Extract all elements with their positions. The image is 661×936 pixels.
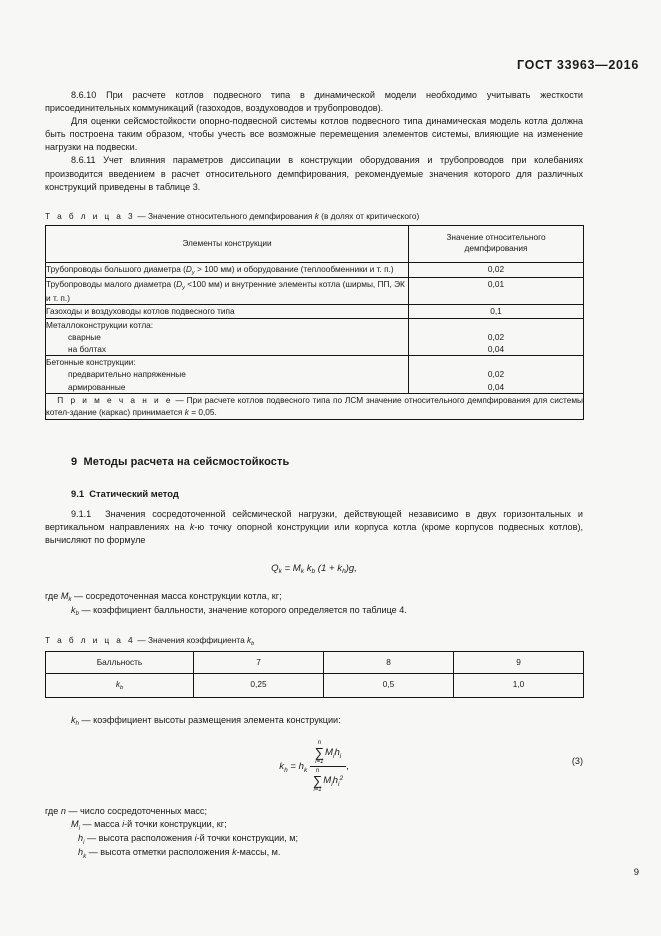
- formula-3-block: [45, 740, 583, 793]
- definition-hk: $h_k$ — высота отметки расположения k-массы, м.: [78, 847, 281, 860]
- table-3-damping-values: [45, 225, 584, 420]
- formula-3-number: (3): [571, 756, 583, 767]
- table3-row5-values: [409, 356, 584, 394]
- formula-3-fraction: [310, 740, 346, 793]
- table3-row4-title: Металлоконструкции котла:: [46, 319, 154, 330]
- section-9-1-heading: [45, 488, 583, 499]
- table4-value-9: 1,0: [454, 674, 584, 698]
- formula-3-definitions: [45, 805, 583, 860]
- table3-header-row: [46, 225, 584, 262]
- table4-label-ballnost: Балльность: [46, 652, 194, 674]
- definition-Mi: $M_i$ — масса i-й точки конструкции, кг;: [71, 819, 227, 832]
- table3-header-elements: Элементы конструкции: [46, 225, 409, 262]
- standard-header: ГОСТ 33963—2016: [516, 58, 639, 72]
- table4-row-kb: [46, 674, 584, 698]
- page-number: 9: [633, 867, 639, 878]
- table3-row5-sub2: армированные: [68, 381, 126, 392]
- table4-col-8: 8: [324, 652, 454, 674]
- table3-row4-element: [46, 318, 409, 356]
- table3-row3-value: 0,1: [409, 305, 584, 318]
- table3-row5-sub1: предварительно напряженные: [68, 369, 186, 380]
- table3-header-value-line1: Значение относительного: [446, 231, 546, 242]
- table4-caption: [45, 634, 583, 648]
- definition-hi: $h_i$ — высота расположения i-й точки конструкции, м;: [78, 833, 299, 846]
- formula-3-numerator: n ∑ i=1 $M_ih_i$: [310, 740, 346, 767]
- section-9-heading: [45, 456, 583, 468]
- paragraph-9-1-1: 9.1.1 Значения сосредоточенной сейсмической нагрузки, действующей независимо в двух горизонтальных и вертикальном направлениях на k-ю точку опорной конструкции или корпуса котла (кроме корпусов подвесных котлов), вычисляют по формуле: [45, 508, 584, 545]
- table3-row4-sub1: сварные: [68, 331, 101, 342]
- sigma-icon: n ∑ i=1: [314, 740, 324, 766]
- table3-caption: [45, 210, 583, 222]
- sigma-icon: n ∑ i=1: [312, 768, 323, 794]
- table4-row-ballnost: [46, 652, 584, 674]
- table3-note-row: [46, 393, 584, 419]
- table3-row5-value1: 0,02: [487, 369, 505, 380]
- table-row: [46, 356, 584, 394]
- table3-note: [46, 393, 584, 419]
- paragraph-8-6-10-text: 8.6.10 При расчете котлов подвесного типа в динамической модели необходимо учитывать жесткости присоединительных коммуникаций (газоходов, воздуховодов и трубопроводов).: [45, 90, 583, 114]
- table3-row2-element: Трубопроводы малого диаметра ($D_у <100$ мм) и внутренние элементы котла (ширмы, ПП, ЭК и т. п.): [46, 277, 409, 304]
- table-4-ball-coefficient: [45, 651, 584, 698]
- table3-row4-value2: 0,04: [487, 343, 505, 354]
- formula-3-num-lower-limit: i=1: [315, 759, 324, 766]
- document-body: [45, 89, 583, 861]
- table3-row5-title: Бетонные конструкции:: [46, 357, 136, 368]
- section-9-number: 9: [71, 455, 78, 468]
- table3-header-value-line2: демпфирования: [464, 243, 528, 254]
- table3-header-value: [409, 225, 584, 262]
- table3-row4-value1: 0,02: [487, 331, 505, 342]
- table3-note-label: П р и м е ч а н и е: [57, 394, 173, 405]
- table3-row5-element: [46, 356, 409, 394]
- table-row: [46, 262, 584, 277]
- table3-row1-element: Трубопроводы большого диаметра ($D_у > 100$ мм) и оборудование (теплообменники и т. п.): [46, 262, 409, 277]
- table-row: [46, 318, 584, 356]
- paragraph-8-6-11-text: 8.6.11 Учет влияния параметров диссипации в конструкции оборудования и трубопроводов при колебаниях производится введением в расчет относительного демпфирования, рекомендуемые значения которого для различных конструкций приведены в таблице 3.: [45, 155, 583, 192]
- table3-row5-value2: 0,04: [487, 381, 505, 392]
- table4-caption-label: Т а б л и ц а 4: [45, 635, 136, 646]
- table4-label-kb: $k_b$: [46, 674, 194, 698]
- paragraph-8-6-10: [45, 89, 583, 115]
- table3-caption-text: — Значение относительного демпфирования k (в долях от критического): [137, 210, 420, 221]
- table4-value-7: 0,25: [194, 674, 324, 698]
- paragraph-dynamic-model-text: Для оценки сейсмостойкости опорно-подвесной системы котлов подвесного типа динамическая модель котла должна быть построена таким образом, чтобы учесть все возможные перемещения элементов системы, влияющие на изменение нагрузки на подвески.: [45, 116, 583, 153]
- section-9-title: Методы расчета на сейсмостойкость: [83, 455, 290, 468]
- section-9-1-number: 9.1: [71, 487, 85, 499]
- table-row: [46, 305, 584, 318]
- table4-col-7: 7: [194, 652, 324, 674]
- formula-definitions-1: [45, 590, 583, 618]
- table3-row3-element: Газоходы и воздуховоды котлов подвесного типа: [46, 305, 409, 318]
- table3-row1-value: 0,02: [409, 262, 584, 277]
- table4-col-9: 9: [454, 652, 584, 674]
- formula-3-den-upper-limit: n: [315, 768, 320, 775]
- table3-caption-label: Т а б л и ц а 3: [45, 210, 136, 221]
- definition-kb: $k_b$ — коэффициент балльности, значение которого определяется по таблице 4.: [71, 604, 407, 618]
- table4-value-8: 0,5: [324, 674, 454, 698]
- table3-row2-value: 0,01: [409, 277, 584, 304]
- definition-Mk: где $M_k$ — сосредоточенная масса конструкции котла, кг;: [45, 590, 282, 604]
- table3-row4-values: [409, 318, 584, 356]
- paragraph-dynamic-model: [45, 115, 583, 154]
- table-row: [46, 277, 584, 304]
- where-label-1: где: [45, 590, 59, 601]
- table4-caption-text: — Значения коэффициента $k_b$: [137, 635, 255, 648]
- table3-row4-sub2: на болтах: [68, 343, 106, 354]
- paragraph-8-6-11: [45, 154, 583, 193]
- formula-3-num-upper-limit: n: [317, 740, 322, 747]
- formula-3-expression: $k_h = h_k$ n ∑ i=1 $M_ih_i$ n ∑ i=1 $M_ih_i^2$ ,: [279, 740, 349, 794]
- definition-kh-intro: $k_h$ — коэффициент высоты размещения элемента конструкции:: [71, 715, 341, 728]
- section-9-1-title: Статический метод: [89, 487, 179, 499]
- definition-n: где n — число сосредоточенных масс;: [45, 806, 208, 817]
- where-label-2: где: [45, 806, 59, 817]
- table3-note-text: — При расчете котлов подвесного типа по ЛСМ значение относительного демпфирования для системы котел-здание (каркас) принимается k = 0,05.: [46, 394, 583, 418]
- formula-seismic-load: $Q_k = M_k$ $k_b$ $(1 + k_h)g$,: [271, 562, 357, 576]
- formula-3-denominator: n ∑ i=1 $M_ih_i^2$: [312, 768, 344, 794]
- formula-3-den-lower-limit: i=1: [313, 787, 322, 794]
